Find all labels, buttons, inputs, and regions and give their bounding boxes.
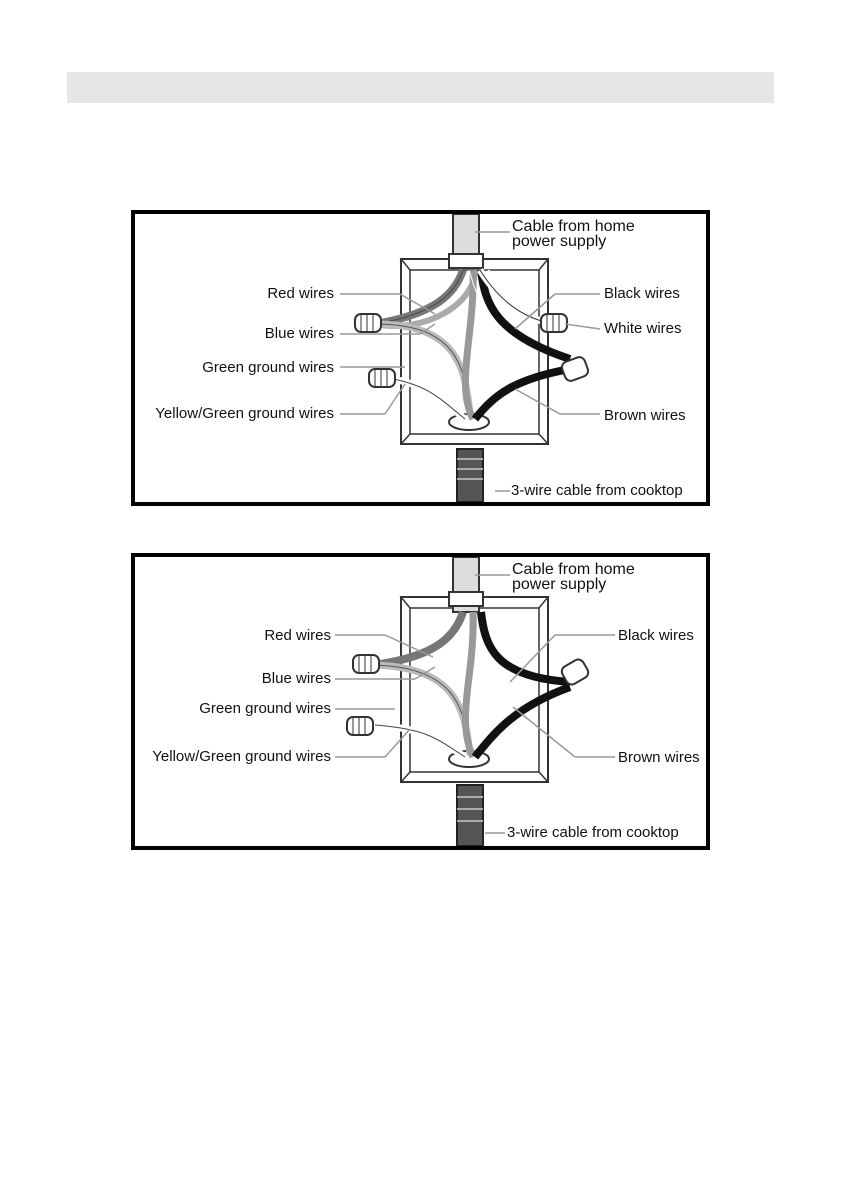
brown-wire	[475, 687, 570, 757]
red-wire	[375, 270, 463, 324]
label-cable-home-line2: power supply	[512, 233, 607, 250]
wiring-diagram-2	[131, 553, 710, 850]
label-yellow-green-ground-wires: Yellow/Green ground wires	[152, 748, 331, 765]
label-brown-wires: Brown wires	[604, 407, 686, 424]
wire-nut-left-top	[355, 314, 381, 332]
label-brown-wires: Brown wires	[618, 749, 700, 766]
label-red-wires: Red wires	[264, 627, 331, 644]
label-cable-home-line1: Cable from home	[512, 218, 635, 235]
section-header-bar	[67, 72, 774, 103]
label-cooktop-cable: 3-wire cable from cooktop	[507, 824, 679, 841]
red-wire	[373, 612, 463, 665]
label-green-ground-wires: Green ground wires	[202, 359, 334, 376]
wire-nut-left-top	[353, 655, 379, 673]
junction-box-illustration-1	[135, 214, 706, 502]
wire-nut-left-bottom	[369, 369, 395, 387]
wire-nut-left-bottom	[347, 717, 373, 735]
label-green-ground-wires: Green ground wires	[199, 700, 331, 717]
label-black-wires: Black wires	[618, 627, 694, 644]
label-blue-wires: Blue wires	[261, 670, 331, 687]
label-blue-wires: Blue wires	[264, 325, 334, 342]
label-cable-home-line1: Cable from home	[512, 561, 635, 578]
wire-nut-right-top	[541, 314, 567, 332]
black-wire	[481, 612, 570, 682]
label-red-wires: Red wires	[267, 285, 334, 302]
cooktop-conduit	[457, 785, 483, 846]
label-black-wires: Black wires	[604, 285, 680, 302]
label-cooktop-cable: 3-wire cable from cooktop	[511, 482, 683, 499]
wiring-diagram-1	[131, 210, 710, 506]
label-yellow-green-ground-wires: Yellow/Green ground wires	[155, 405, 334, 422]
cooktop-conduit	[457, 449, 483, 502]
label-white-wires: White wires	[604, 320, 682, 337]
label-cable-home-line2: power supply	[512, 576, 607, 593]
